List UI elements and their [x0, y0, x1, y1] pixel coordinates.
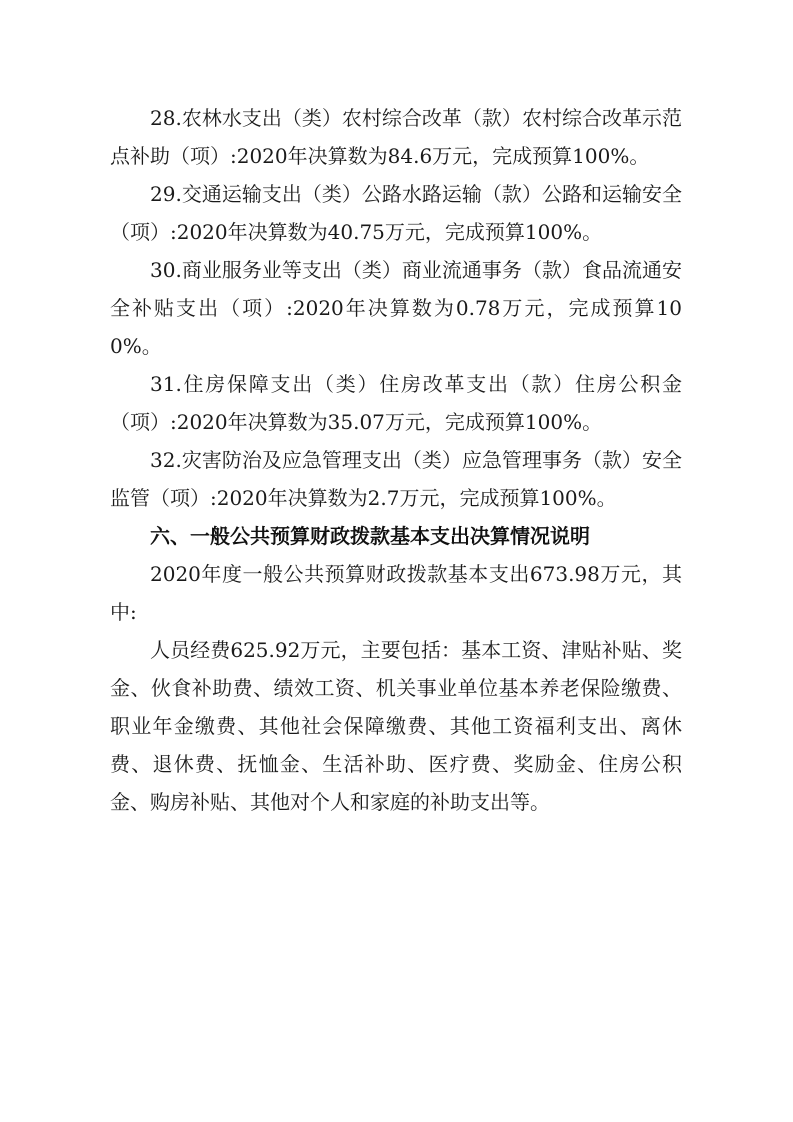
document-body [110, 99, 682, 821]
personnel-paragraph: 人员经费625.92万元，主要包括：基本工资、津贴补贴、奖金、伙食补助费、绩效工资、机关事业单位基本养老保险缴费、职业年金缴费、其他社会保障缴费、其他工资福利支出、离休费、退休费、抚恤金、生活补助、医疗费、奖励金、住房公积金、购房补贴、其他对个人和家庭的补助支出等。 [110, 638, 682, 814]
item-32-paragraph: 32.灾害防治及应急管理支出（类）应急管理事务（款）安全监管（项）:2020年决算数为2.7万元，完成预算100%。 [110, 448, 682, 510]
item-31-paragraph: 31.住房保障支出（类）住房改革支出（款）住房公积金（项）:2020年决算数为35.07万元，完成预算100%。 [110, 372, 682, 434]
item-30-paragraph: 30.商业服务业等支出（类）商业流通事务（款）食品流通安全补贴支出（项）:2020年决算数为0.78万元，完成预算100%。 [110, 258, 682, 358]
summary-paragraph: 2020年度一般公共预算财政拨款基本支出673.98万元，其中: [110, 562, 682, 624]
item-28-paragraph: 28.农林水支出（类）农村综合改革（款）农村综合改革示范点补助（项）:2020年决算数为84.6万元，完成预算100%。 [110, 106, 682, 168]
section-heading: 六、一般公共预算财政拨款基本支出决算情况说明 [150, 524, 590, 548]
item-29-paragraph: 29.交通运输支出（类）公路水路运输（款）公路和运输安全（项）:2020年决算数为40.75万元，完成预算100%。 [110, 182, 682, 244]
